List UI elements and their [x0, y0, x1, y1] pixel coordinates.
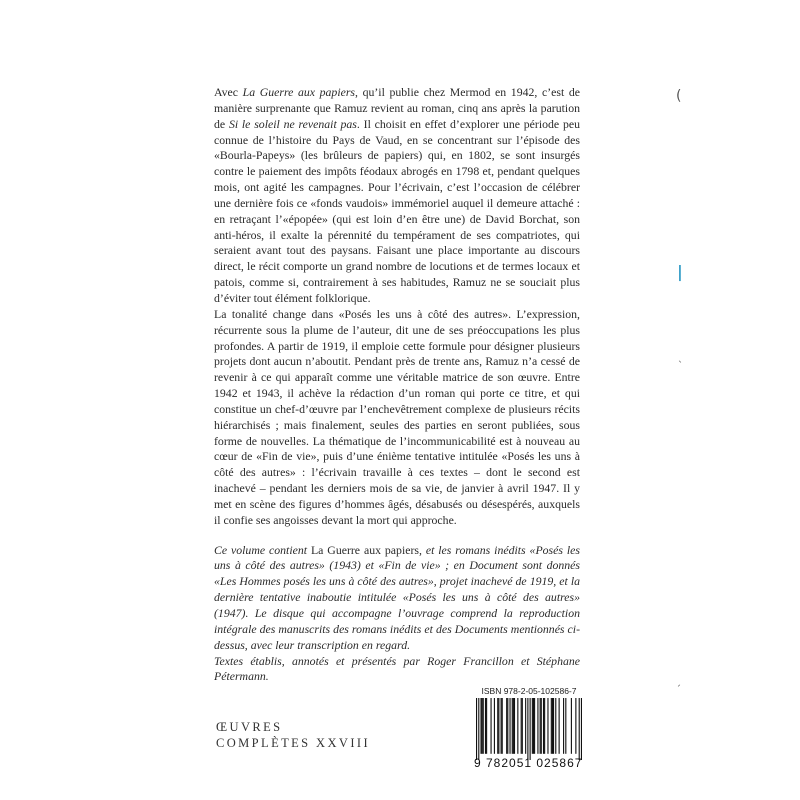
barcode-bar [559, 698, 560, 754]
barcode-bar [514, 698, 515, 754]
barcode-bar [571, 698, 572, 754]
edge-mark-bottom: ˏ [676, 676, 681, 687]
barcode-bar [522, 698, 523, 754]
barcode-bar [534, 698, 535, 754]
text-run: Avec [214, 85, 243, 99]
barcode-bar [563, 698, 564, 754]
series-line-2: COMPLÈTES XXVIII [216, 736, 371, 750]
paragraph-volume-contents [214, 543, 580, 654]
barcode-bar [533, 698, 534, 754]
barcode-bar [476, 698, 477, 760]
barcode-bar [532, 698, 533, 754]
barcode-bar [565, 698, 566, 754]
barcode-bar [517, 698, 518, 754]
edge-mark-top: ( [676, 88, 682, 104]
paragraph-guerre-aux-papiers [214, 85, 580, 307]
barcode-digits: 9 782051 025867 [474, 756, 583, 770]
barcode-bar [506, 698, 507, 754]
editors-credit: Textes établis, annotés et présentés par Roger Francillon et Stéphane Pétermann. [214, 653, 580, 684]
edge-mark-middle: ˎ [678, 352, 683, 363]
barcode-bar [486, 698, 487, 754]
text-run: La Guerre aux papiers [310, 542, 419, 557]
barcode-bar [553, 698, 554, 754]
barcode-bar [509, 698, 510, 754]
barcode-bar [497, 698, 498, 754]
barcode-bar [501, 698, 502, 754]
barcode-bar [502, 698, 503, 754]
edge-mark-blue: | [677, 262, 683, 281]
barcode-bar [525, 698, 526, 754]
barcode-bar [485, 698, 486, 754]
spacer [214, 529, 580, 543]
text-run: La Guerre aux papiers [242, 85, 356, 99]
barcode-bar [480, 698, 481, 754]
text-run: Ce volume contient [214, 542, 311, 557]
barcode-bar [498, 698, 499, 754]
barcode-bar [552, 698, 553, 754]
barcode-bar [579, 698, 580, 760]
barcode-bar [540, 698, 541, 754]
barcode-block [474, 686, 584, 780]
blurb-text [214, 85, 580, 685]
barcode-bar [513, 698, 514, 754]
series-title [216, 719, 370, 751]
text-run: Si le soleil ne revenait pas [228, 116, 357, 131]
barcode-bar [494, 698, 495, 754]
isbn-label: ISBN 978-2-05-102586-7 [481, 686, 577, 696]
barcode-bar [544, 698, 545, 754]
series-line-1: ŒUVRES [216, 720, 283, 734]
barcode-bar [521, 698, 522, 754]
barcode-bar [483, 698, 484, 754]
barcode-bar [478, 698, 479, 760]
barcode-bar [541, 698, 542, 754]
barcode-bar [482, 698, 483, 754]
text-run: , qu’il publie chez Mermod en 1942, c’est de manière surprenante que Ramuz revient au roman, cinq ans après la parution de [214, 85, 580, 131]
barcode-bar [551, 698, 552, 754]
barcode-bar [581, 698, 582, 760]
paragraph-poses-les-uns: La tonalité change dans «Posés les uns à côté des autres». L’expression, récurrente sous la plume de l’auteur, dit une de ses préoccupations les plus profondes. A partir de 1919, il emploie cette formule pour désigner plusieurs projets dont aucun n’aboutit. Pendant près de trente ans, Ramuz n’a cessé de revenir à ce qui apparaît comme une véritable matrice de son œuvre. Entre 1942 et 1943, il achève la rédaction d’un roman qui porte ce titre, et qui constitue un chef-d’œuvre par l’enchevêtrement complexe de plusieurs récits hiérarchisés ; mais finalement, seules des parties en seront publiées, sous forme de nouvelles. La thématique de l’incommunicabilité est à nouveau au cœur de «Fin de vie», puis d’une énième tentative intitulée «Posés les uns à côté des autres» : l’écrivain travaille à ces textes – dont le second est inachevé – pendant les derniers mois de sa vie, de janvier à avril 1947. Il y met en scène des figures d’hommes âgés, désabusés ou désespérés, auxquels il confie ses angoisses devant la mort qui approche. [214, 306, 580, 527]
barcode-bar [530, 698, 531, 760]
text-run: , et les romans inédits «Posés les uns à côté des autres» (1943) et «Fin de vie» ; en Document sont donnés «Les Hommes posés les uns à côté des autres», projet inachevé de 1919, et la dernière tentative inaboutie intitulée «Posés les uns à côté des autres» (1947). Le disque qui accompagne l’ouvrage comprend la reproduction intégrale des manuscrits des romans inédits et des Documents mentionnés ci-dessus, avec leur transcription en regard. [214, 542, 580, 652]
barcode-bar [575, 698, 576, 754]
barcode-bar [527, 698, 528, 760]
barcode-bar [547, 698, 548, 754]
barcode-bar [507, 698, 508, 754]
barcode-bar [537, 698, 538, 754]
barcode-bar [555, 698, 556, 754]
barcode-bars [476, 698, 582, 760]
text-run: . Il choisit en effet d’explorer une période peu connue de l’histoire du Pays de Vaud, en se concentrant sur l’épisode des «Bourla-Papeys» (les brûleurs de papiers) qui, en 1802, se sont insurgés contre le paiement des impôts féodaux abrogés en 1798 et, pendant quelques mois, ont agité les campagnes. Pour l’écrivain, c’est l’occasion de célébrer une dernière fois ce «fonds vaudois» immémoriel auquel il demeure attaché : en retraçant l’«épopée» (qui est loin d’en être une) de David Borchat, son anti-héros, il exalte la pérennité du tempérament de ses compatriotes, qui seraient avant tout des paysans. Faisant une place importante au discours direct, le récit comporte un grand nombre de locutions et de termes locaux et patois, comme si, contrairement à ses habitudes, Ramuz ne se souciait plus d’éviter tout élément folklorique. [214, 116, 580, 305]
barcode-bar [491, 698, 492, 754]
barcode-bar [543, 698, 544, 754]
barcode-bar [512, 698, 513, 754]
